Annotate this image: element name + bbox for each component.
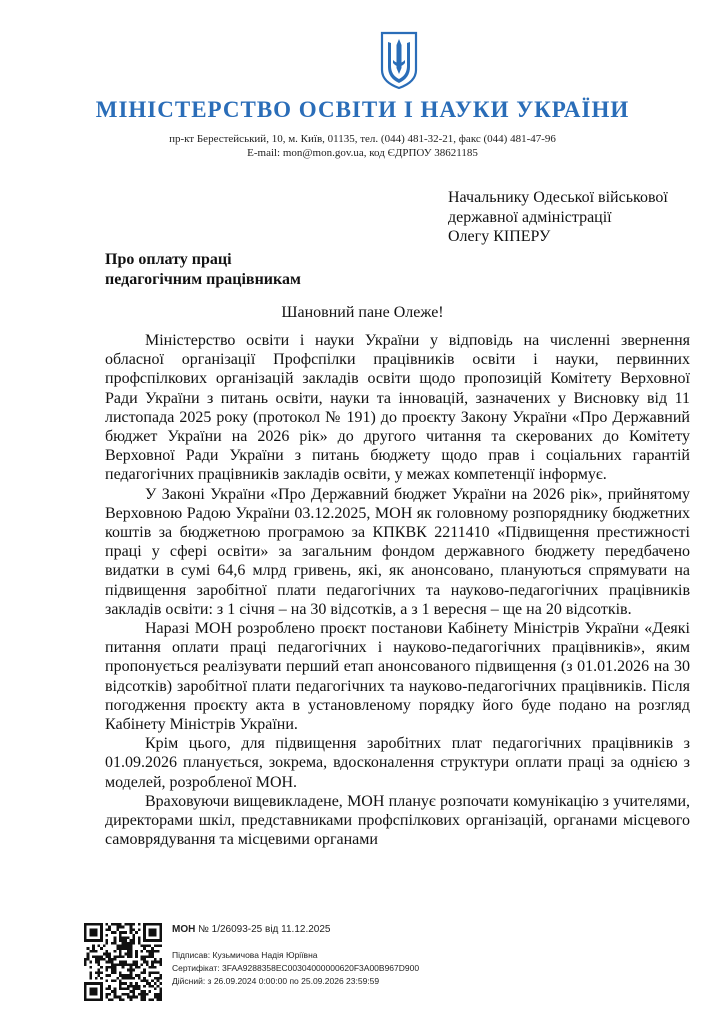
body-paragraph: У Законі України «Про Державний бюджет України на 2026 рік», прийнятому Верховною Радою України 03.12.2025, МОН як головному розпоряднику бюджетних коштів за бюджетною програмою за КПКВК 2211410 «Підвищення престижності праці у сфері освіти» за загальним фондом державного бюджету передбачено видатки в сумі 64,6 млрд гривень, які, як анонсовано, плануються спрямувати на підвищення заробітної плати педагогічних та науково-педагогічних працівників закладів освіти: з 1 січня – на 30 відсотків, а з 1 вересня – ще на 20 відсотків. xyxy=(105,485,690,618)
greeting: Шановний пане Олеже! xyxy=(281,304,444,321)
subject-line: педагогічним працівникам xyxy=(105,270,301,288)
registration-number xyxy=(172,924,330,935)
letter-body xyxy=(105,331,690,849)
recipient-line: державної адміністрації xyxy=(448,208,612,226)
recipient-line: Начальнику Одеської військової xyxy=(448,189,668,206)
registration-value: № 1/26093-25 від 11.12.2025 xyxy=(198,924,331,935)
tryzub-coat-of-arms-icon xyxy=(379,30,419,90)
recipient-block xyxy=(448,188,668,247)
body-paragraph: Враховуючи вищевикладене, МОН планує розпочати комунікацію з учителями, директорами шкіл, представниками профспілкових організацій, органами місцевого самоврядування та місцевими органами xyxy=(105,792,690,849)
body-paragraph: Міністерство освіти і науки України у відповідь на численні звернення обласної організації Профспілки працівників освіти і науки, первинних профспілкових організацій закладів освіти щодо пропозицій Комітету Верховної Ради України з питань освіти, науки та інновацій, зазначених у Висновку від 11 листопада 2025 року (протокол № 191) до проєкту Закону України «Про Державний бюджет України на 2026 рік» до другого читання та скерованих до Комітету Верховної Ради України з питань бюджету щодо прав і соціальних гарантій педагогічних працівників закладів освіти, у межах компетенції інформує. xyxy=(105,332,690,484)
qr-code-icon xyxy=(84,923,162,1001)
body-paragraph: Наразі МОН розроблено проєкт постанови Кабінету Міністрів України «Деякі питання оплати праці педагогічних і науково-педагогічних працівників», яким пропонується реалізувати перший етап анонсованого підвищення (з 01.01.2026 на 30 відсотків) заробітної плати педагогічних та науково-педагогічних працівників. Після погодження проєкту акта в установленому порядку його буде подано на розгляд Кабінету Міністрів України. xyxy=(105,620,690,734)
signed-by: Підписав: Кузьмичова Надія Юріївна xyxy=(172,950,318,960)
subject-line: Про оплату праці xyxy=(105,251,232,268)
ministry-name: МІНІСТЕРСТВО ОСВІТИ І НАУКИ УКРАЇНИ xyxy=(95,97,630,122)
letter-subject xyxy=(105,250,301,289)
ministry-address: пр-кт Берестейський, 10, м. Київ, 01135, тел. (044) 481-32-21, факс (044) 481-47-96 xyxy=(169,133,556,145)
body-paragraph: Крім цього, для підвищення заробітних плат педагогічних працівників з 01.09.2026 планується, зокрема, вдосконалення структури оплати праці за однією з моделей, розробленої МОН. xyxy=(105,735,690,791)
ministry-contacts: E-mail: mon@mon.gov.ua, код ЄДРПОУ 38621185 xyxy=(247,147,478,159)
certificate-id: Сертифікат: 3FAA9288358EC00304000000620F3A00B967D900 xyxy=(172,963,420,973)
certificate-validity: Дійсний: з 26.09.2024 0:00:00 по 25.09.2026 23:59:59 xyxy=(172,976,380,986)
registration-org: МОН xyxy=(172,924,196,935)
recipient-line: Олегу КІПЕРУ xyxy=(448,228,551,245)
